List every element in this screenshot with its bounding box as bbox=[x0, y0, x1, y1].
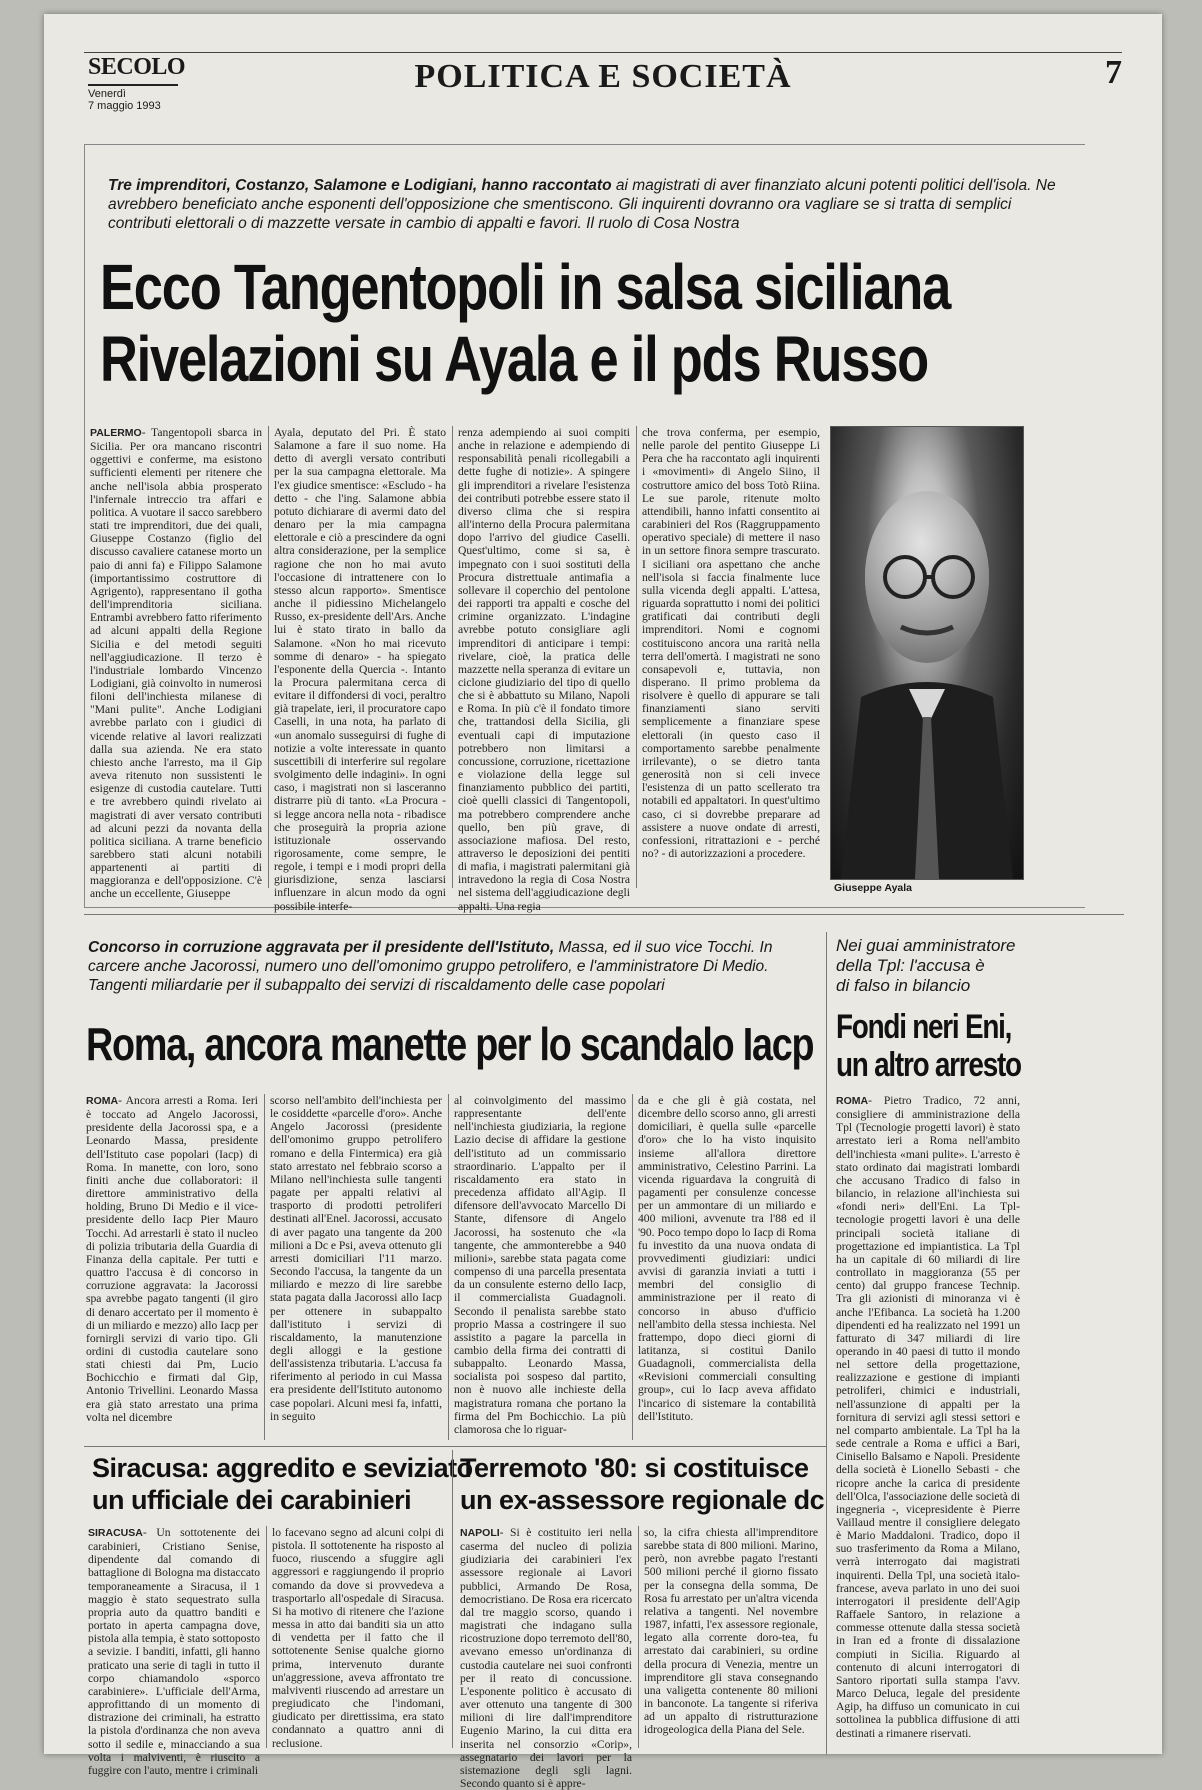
issue-date: 7 maggio 1993 bbox=[88, 100, 161, 112]
photo-caption: Giuseppe Ayala bbox=[834, 882, 913, 894]
iacp-column-3-text: al coinvolgimento del massimo rappresentante dell'ente nell'inchiesta giudiziaria, la regione Lazio decise di affidare la gestione dell'istituto ad un commissario straordinario. L'appalto per il riscaldamento era stato in precedenza affidato all'Agip. Il difensore dell'avvocato Marcello Di Stante, difensore di Angelo Jacorossi, ha sostenuto che «la tangente, che ammonterebbe a 940 milioni», sarebbe stata pagata come compenso di una parcella presentata da un consulente esterno dello Iacp, il commercialista Guadagnoli. Secondo il penalista sarebbe stato proprio Massa a costringere il suo assistito a pagare la parcella in cambio della firma dei contratti di subappalto. Leonardo Massa, socialista poi sospeso dal partito, non è nuovo alle inchieste della magistratura romana che portano la firma del Pm Bochicchio. La più clamorosa che lo riguar- bbox=[454, 1094, 626, 1436]
siracusa-headline-2: un ufficiale dei carabinieri bbox=[92, 1485, 412, 1515]
terremoto-headline-1: Terremoto '80: si costituisce bbox=[460, 1453, 809, 1483]
column-rule bbox=[268, 426, 269, 888]
iacp-column-4-text: da e che gli è già costata, nel dicembre dello scorso anno, gli arresti domiciliari, è quella sulle «parcelle d'oro» che lo ha visto inquisito insieme all'allora direttore amministrativo, Celestino Parrini. La vicenda riguardava la congruità di pagamenti per consulenze concesse per un ammontare di un miliardo e 400 milioni, avvenute tra l'88 ed il '90. Poco tempo dopo lo Iacp di Roma fu investito da una nuova ondata di provvedimenti giudiziari: undici avvisi di garanzia inviati a tutti i membri del consiglio di amministrazione per il reato di concorso in abuso d'ufficio nell'ambito della stessa inchiesta. Nel frattempo, dopo dieci giorni di latitanza, si costituì Danilo Guadagnoli, commercialista della «Revisioni commerciali consulting group», cui lo Iacp aveva affidato l'incarico di sistemare la contabilità dell'Istituto. bbox=[638, 1094, 816, 1423]
siracusa-column-2-text: lo facevano segno ad alcuni colpi di pistola. Il sottotenente ha risposto al fuoco, riuscendo a sfuggire agli aggressori e raggiungendo il proprio comando da dove si provvedeva a trasportarlo all'ospedale di Siracusa. Si ha motivo di ritenere che l'azione messa in atto dai banditi sia un atto di vendetta per il fatto che il sottotenente Senise qualche giorno prima, intervenuto durante un'aggressione, aveva affrontato tre malviventi riuscendo ad arrestare un pregiudicato che l'indomani, giudicato per direttissima, era stato condannato a quattro anni di reclusione. bbox=[272, 1526, 444, 1750]
column-rule bbox=[636, 426, 637, 888]
column-rule bbox=[266, 1526, 267, 1748]
iacp-kicker-text: Massa, ed il suo vice Tocchi. In carcere anche Jacorossi, numero uno dell'omonimo gruppo petrolifero, e l'amministratore Di Medio. Tangenti miliardarie per il subappalto dei servizi di riscaldamento delle case popolari bbox=[88, 939, 773, 994]
iacp-headline: Roma, ancora manette per lo scandalo Iacp bbox=[86, 1018, 814, 1070]
terremoto-dateline: NAPOLI bbox=[460, 1527, 500, 1539]
siracusa-headline-1: Siracusa: aggredito e seviziato bbox=[92, 1453, 473, 1483]
eni-kicker-line-3: di falso in bilancio bbox=[836, 976, 971, 995]
column-rule bbox=[638, 1526, 639, 1748]
iacp-column-2-text: scorso nell'ambito dell'inchiesta per le cosiddette «parcelle d'oro». Anche Angelo Jacorossi (presidente dell'omonimo gruppo petrolifero romano e della Fintermica) era già stato arrestato nel febbraio scorso a Milano nell'inchiesta sulle tangenti pagate per appalti relativi al trasporto di prodotti petroliferi destinati all'Enel. Jacorossi, accusato di aver pagato una tangente da 200 milioni a Dc e Psi, aveva ottenuto gli arresti domiciliari l'11 marzo. Secondo l'accusa, la tangente da un miliardo e mezzo di lire sarebbe stata pagata dalla Jacorossi allo Iacp per ottenere in subappalto dall'istituto i servizi di riscaldamento, la manutenzione degli alloggi e la gestione dell'assistenza tributaria. L'accusa fa riferimento al periodo in cui Massa era presidente dell'Istituto autonomo case popolari. Alcuni mesi fa, infatti, in seguito bbox=[270, 1094, 442, 1423]
eni-kicker-line-2: della Tpl: l'accusa è bbox=[836, 956, 985, 975]
lead-kicker-bold: Tre imprenditori, Costanzo, Salamone e Lodigiani, hanno raccontato bbox=[108, 177, 612, 194]
terremoto-column-2 bbox=[644, 1526, 818, 1748]
terremoto-column-1 bbox=[460, 1526, 632, 1790]
page-number: 7 bbox=[1105, 54, 1122, 91]
terremoto-headline-2: un ex-assessore regionale dc bbox=[460, 1485, 825, 1515]
section-title: POLITICA E SOCIETÀ bbox=[414, 58, 792, 95]
lead-column-4 bbox=[642, 426, 820, 888]
terremoto-column-1-text: - Si è costituito ieri nella caserma del nucleo di polizia giudiziaria dei carabinieri l'ex assessore regionale ai Lavori pubblici, Armando De Rosa, democristiano. De Rosa era ricercato dal tre maggio scorso, quando i magistrati che indagano sulla ricostruzione dopo terremoto dell'80, avevano emesso un'ordinanza di custodia cautelare nei suoi confronti per il reato di concussione. L'esponente politico è accusato di aver ottenuto una tangente di 300 milioni di lire dall'imprenditore Eugenio Marino, la cui ditta era inserita nel consorzio «Corip», assegnatario dei lavori per la sistemazione degli sgli lagni. Secondo quanto si è appre- bbox=[460, 1526, 632, 1790]
portrait-photo bbox=[830, 426, 1024, 880]
column-rule bbox=[452, 426, 453, 888]
iacp-kicker-bold: Concorso in corruzione aggravata per il presidente dell'Istituto, bbox=[88, 939, 555, 956]
column-rule bbox=[452, 1450, 453, 1748]
lead-headline-1: Ecco Tangentopoli in salsa siciliana bbox=[100, 251, 951, 323]
iacp-column-1-text: - Ancora arresti a Roma. Ieri è toccato ad Angelo Jacorossi, presidente della Jacorossi spa, e a Leonardo Massa, presidente dell'Istituto case popolari (Iacp) di Roma. In manette, con loro, sono finiti anche due collaboratori: il direttore amministrativo della holding, Bruno Di Medio e il vice-presidente dello Iacp Pier Mauro Tocchi. Ad arrestarli è stato il nucleo di polizia tributaria della Guardia di Finanza della capitale. Per tutti e quattro l'accusa è di concorso in corruzione aggravata: la Jacorossi spa avrebbe pagato tangenti (il giro di denaro accertato per il momento è di un miliardo e mezzo) allo Iacp per fornirgli servizi di vario tipo. Gli ordini di custodia cautelare sono stati chiesti dai Pm, Lucio Bochicchio e firmati dal Gip, Antonio Trivellini. Leonardo Massa era già stato arrestato una prima volta nel dicembre bbox=[86, 1094, 258, 1424]
portrait-illustration bbox=[831, 427, 1023, 879]
lead-column-1-text: - Tangentopoli sbarca in Sicilia. Per ora mancano riscontri oggettivi e conferme, ma esistono sufficienti elementi per ritenere che anche nell'isola abbia prosperato l'infernale intreccio tra affari e politica. A vuotare il sacco sarebbero stati tre imprenditori, due dei quali, Giuseppe Costanzo (figlio del discusso cavaliere catanese morto un paio di anni fa) e Filippo Salamone (importantissimo costruttore di Agrigento), rappresentano il gotha dell'imprenditoria siciliana. Entrambi avrebbero fatto riferimento ad alcuni appalti della Regione Sicilia e del metodi seguiti nell'aggiudicazione. Il terzo è l'industriale lombardo Vincenzo Lodigiani, già coinvolto in numerosi filoni dell'inchiesta milanese di "Mani pulite". Anche Lodigiani avrebbe parlato con i giudici di vicende relative al lavori realizzati dalla sua azienda. Ne era stato chiesto anche l'arresto, ma il Gip aveva ritenuto non sussistenti le esigenze di custodia cautelare. Tutti e tre avrebbero quindi rivelato ai magistrati di aver versato contributi ad alcuni pezzi da novanta della politica siciliana. A trarne beneficio sarebbero stati alcuni notabili appartenenti ai partiti di maggioranza e dell'opposizione. C'è anche un eccellente, Giuseppe bbox=[90, 426, 262, 901]
eni-headline-2: un altro arresto bbox=[836, 1046, 1021, 1084]
lead-dateline: PALERMO bbox=[90, 427, 142, 439]
eni-column-text: - Pietro Tradico, 72 anni, consigliere di amministrazione della Tpl (Tecnologie progetti lavori) è stato arrestato ieri a Roma nell'ambito dell'inchiesta «mani pulite». L'arresto è stato ordinato dai magistrati lombardi che accusano Tradico di falso in bilancio, in relazione all'inchiesta sui «fondi neri» dell'Eni. La Tpl-tecnologie progetti lavori è una delle principali società italiane di progettazione ed impiantistica. La Tpl ha un capitale di 60 miliardi di lire controllato in maggioranza (55 per cento) dal gruppo francese Technip. Tra gli azionisti di minoranza vi è anche l'Efibanca. La società ha 1.200 dipendenti ed ha realizzato nel 1991 un fatturato di 347 miliardi di lire operando in 40 paesi di tutto il mondo nel settore della progettazione, realizzazione e gestione di impianti petroliferi, chimici e industriali, nell'assunzione di appalti per la fornitura di servizi agli stessi settori e nel comparto ambientale. La Tpl ha la sede centrale a Roma e uffici a Bari, Cinisello Balsamo e Napoli. Presidente della società è Lionello Sebasti - che ricopre anche la carica di presidente dell'Olca, l'associazione delle società di ingegneria -, vicepresidente è Pierre Vaillaud mentre il consigliere delegato è Mario Maddaloni. Tradico, dopo il suo trasferimento da Roma a Milano, verrà interrogato dai magistrati inquirenti. Della Tpl, una società italo-francese, aveva parlato in uno dei suoi interrogatori il presidente dell'Agip Raffaele Santoro, in relazione a commesse ottenute dalla stessa società in Iran ed a fronte di dissalazione compiuti in Sicilia. Riguardo al contenuto di alcuni interrogatori di Santoro riportati sulla stampa l'avv. Marco Deluca, legale del presidente Agip, ha diffuso un comunicato in cui sottolinea la pubblica diffusione di atti destinati a rimanere riservati. bbox=[836, 1094, 1020, 1740]
column-rule bbox=[448, 1094, 449, 1440]
lead-column-4-text: che trova conferma, per esempio, nelle parole del pentito Giuseppe Li Pera che ha raccontato agli inquirenti i «movimenti» di Angelo Siino, il costruttore amico del boss Totò Riina. Le sue parole, ritenute molto attendibili, hanno infatti consentito ai carabinieri del Ros (Raggruppamento operativo speciale) di mettere il naso in un settore finora sempre trascurato. I siciliani ora aspettano che anche nell'isola si faccia finalmente luce sulla vicenda degli appalti. L'attesa, riguarda soprattutto i nomi dei politici gratificati dai contributi degli imprenditori. Nomi e cognomi costituiscono ancora una rarità nella terra dell'omertà. I magistrati ne sono consapevoli e, tuttavia, non disperano. Il primo problema da risolvere è quello di appurare se tali finanziamenti siano serviti semplicemente a finanziare spese elettorali (in questo caso il comportamento sarebbe penalmente irrilevante), o se dietro tanta generosità non si celi invece l'esistenza di un patto scellerato tra notabili ed appaltatori. In quest'ultimo caso, ci si dovrebbe preparare ad assistere a nuove ondate di arresti, confessioni, ritrattazioni e - perché no? - di autorizzazioni a procedere. bbox=[642, 426, 820, 860]
lead-column-2-text: Ayala, deputato del Pri. È stato Salamone a fare il suo nome. Ha detto di avergli versato contributi per la sua campagna elettorale. Ma l'ex giudice smentisce: «Escludo - ha detto - che l'ing. Salamone abbia potuto dichiarare di avermi dato del denaro per la mia campagna elettorale e ciò a prescindere da ogni altra considerazione, per la semplice ragione che non ho mai avuto l'occasione di intrattenere con lo stesso alcun rapporto». Smentisce anche il pidiessino Michelangelo Russo, ex-presidente dell'Ars. Anche lui è stato tirato in ballo da Salamone. «Non ho mai ricevuto somme di denaro» - ha spiegato l'esponente della Quercia -. Intanto la Procura palermitana cerca di evitare il diffondersi di voci, peraltro già trapelate, ieri, il procuratore capo Caselli, in una nota, ha parlato di «un anomalo susseguirsi di fughe di notizie a volte interessate in quanto suscettibili di interferire sul regolare svolgimento delle indagini». In ogni caso, i magistrati non si lasceranno distrarre più di tanto. «La Procura - si legge ancora nella nota - ribadisce che proseguirà la propria azione istituzionale osservando rigorosamente, come sempre, le regole, i tempi e i modi propri della giurisdizione, senza lasciarsi influenzare in alcun modo da ogni possibile interfe- bbox=[274, 426, 446, 913]
masthead: SECOLO bbox=[88, 54, 186, 80]
iacp-column-3 bbox=[454, 1094, 626, 1440]
siracusa-dateline: SIRACUSA bbox=[88, 1527, 143, 1539]
lead-column-2 bbox=[274, 426, 446, 913]
newspaper-page bbox=[44, 14, 1162, 1790]
sidebar-rule bbox=[826, 932, 827, 1754]
iacp-dateline: ROMA bbox=[86, 1095, 119, 1107]
siracusa-column-1-text: - Un sottotenente dei carabinieri, Cristiano Senise, dipendente dal comando di battaglione di Bologna ma distaccato temporaneamente a Siracusa, il 1 maggio è stato sequestrato sulla propria auto da quattro banditi e portato in aperta campagna dove, pistola alla tempia, è stato sottoposto a sevizie. I banditi, infatti, gli hanno praticato una serie di tagli in tutto il corpo chiamandolo «sporco carabiniere». L'ufficiale dell'Arma, approfittando di un momento di distrazione dei criminali, ha estratto la pistola d'ordinanza che non aveva sotto il sedile e, minacciando a sua volta i malviventi, è riuscito a fuggire con l'auto, mentre i criminali bbox=[88, 1526, 260, 1777]
siracusa-column-2 bbox=[272, 1526, 444, 1748]
section-divider bbox=[84, 914, 1124, 915]
column-rule bbox=[264, 1094, 265, 1440]
iacp-column-4 bbox=[638, 1094, 816, 1440]
lead-kicker-text: ai magistrati di aver finanziato alcuni potenti politici dell'isola. Ne avrebbero beneficiato anche esponenti dell'opposizione che smentiscono. Gli inquirenti dovranno ora vagliare se si tratta di semplici contributi elettorali o di mazzette versate in cambio di appalti e favori. Il ruolo di Cosa Nostra bbox=[108, 177, 1056, 232]
eni-kicker-line-1: Nei guai amministratore bbox=[836, 936, 1016, 955]
eni-dateline: ROMA bbox=[836, 1095, 869, 1107]
terremoto-column-2-text: so, la cifra chiesta all'imprenditore sarebbe stata di 800 milioni. Marino, però, non avrebbe pagato l'restanti 500 milioni perché il giorno fissato per la consegna della somma, De Rosa fu arrestato per un'altra vicenda relativa a tangenti. Nel novembre 1987, infatti, l'ex assessore regionale, legato alla corrente doro-tea, fu arrestato dai carabinieri, su ordine della procura di Venezia, mentre un imprenditore gli stava consegnando una valigetta contenente 80 milioni in banconote. La tangente si riferiva ad un appalto di ristrutturazione idrogeologica della Piana del Sele. bbox=[644, 1526, 818, 1737]
siracusa-column-1 bbox=[88, 1526, 260, 1777]
issue-day: Venerdì bbox=[88, 88, 126, 100]
section-divider bbox=[84, 1446, 826, 1447]
eni-column bbox=[836, 1094, 1020, 1744]
eni-headline-1: Fondi neri Eni, bbox=[836, 1008, 1012, 1046]
iacp-column-2 bbox=[270, 1094, 442, 1440]
iacp-kicker bbox=[88, 938, 808, 995]
lead-column-1 bbox=[90, 426, 262, 901]
lead-kicker bbox=[108, 176, 1058, 233]
lead-headline-2: Rivelazioni su Ayala e il pds Russo bbox=[100, 323, 928, 395]
eni-kicker bbox=[836, 936, 1036, 996]
iacp-column-1 bbox=[86, 1094, 258, 1440]
top-rule bbox=[84, 52, 1122, 53]
lead-column-3 bbox=[458, 426, 630, 913]
column-rule bbox=[632, 1094, 633, 1440]
lead-column-3-text: renza adempiendo ai suoi compiti anche in relazione e adempiendo di responsabilità penali ricollegabili a dette fughe di notizie». A spingere gli imprenditori a rivelare l'esistenza dei contributi potrebbe essere stato il diverso clima che si respira all'interno della Procura palermitana dopo l'arrivo del giudice Caselli. Quest'ultimo, come si sa, è impegnato con i suoi sostituti della Procura distrettuale antimafia a sollevare il coperchio del pentolone dei rapporti tra appalti e cosche del crimine organizzato. L'indagine avrebbe potuto consigliare agli imprenditori di anticipare i tempi: rivelare, cioè, la pratica delle mazzette nella speranza di evitare un ciclone giudiziario del tipo di quello che si è abbattuto su Milano, Napoli e Roma. In più c'è il fondato timore che, trattandosi della Sicilia, gli eventuali capi di imputazione potrebbero non limitarsi a concussione, corruzione, ricettazione e violazione della legge sul finanziamento pubblico dei partiti, cioè quelli classici di Tangentopoli, ma potrebbero comprendere anche quello, ben più grave, di associazione mafiosa. Del resto, attraverso le deposizioni dei pentiti di mafia, i magistrati palermitani già intravedono la regia di Cosa Nostra nel sistema dell'aggiudicazione degli appalti. Una regia bbox=[458, 426, 630, 913]
